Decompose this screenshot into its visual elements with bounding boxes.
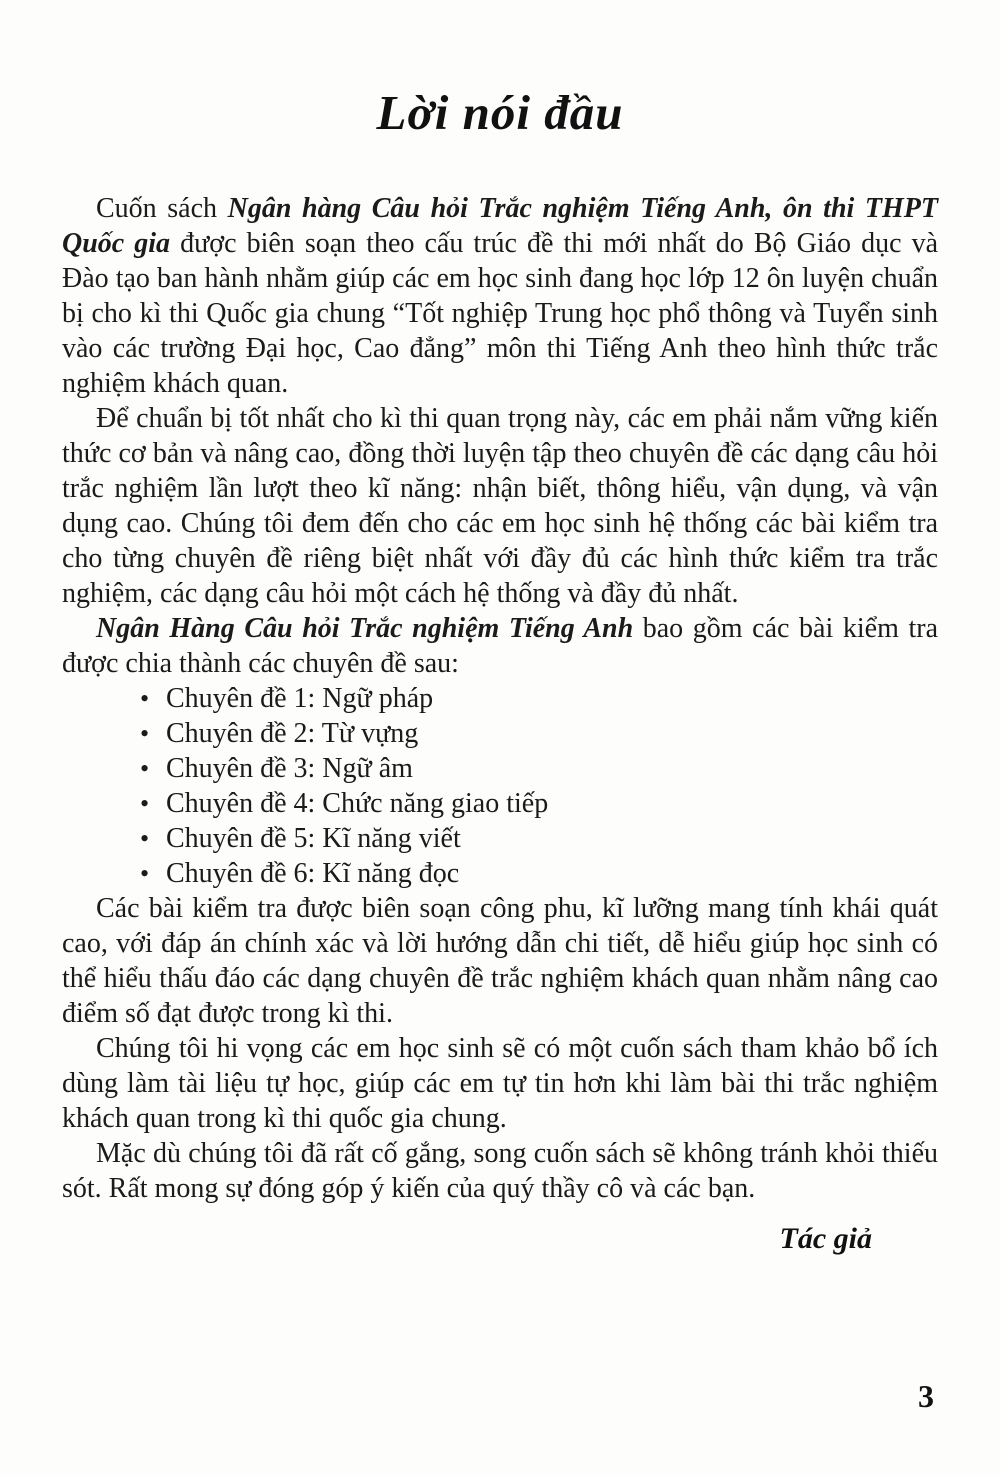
paragraph-1 (62, 191, 938, 401)
paragraph-4 (62, 891, 938, 1031)
list-item-label: Chuyên đề 1: Ngữ pháp (166, 683, 434, 714)
bullet-icon: • (140, 824, 150, 853)
book-title-inline: Ngân Hàng Câu hỏi Trắc nghiệm Tiếng Anh (96, 613, 634, 644)
list-item (140, 716, 938, 751)
list-item-label: Chuyên đề 2: Từ vựng (166, 718, 419, 749)
paragraph-6 (62, 1136, 938, 1206)
paragraph-text: Để chuẩn bị tốt nhất cho kì thi quan trọng này, các em phải nắm vững kiến thức cơ bản và nâng cao, đồng thời luyện tập theo chuyên đề các dạng câu hỏi trắc nghiệm lần lượt theo kĩ năng: nhận biết, thông hiểu, vận dụng, và vận dụng cao. Chúng tôi đem đến cho các em học sinh hệ thống các bài kiểm tra cho từng chuyên đề riêng biệt nhất với đầy đủ các hình thức kiểm tra trắc nghiệm, các dạng câu hỏi một cách hệ thống và đầy đủ nhất. (62, 403, 938, 609)
paragraph-5 (62, 1031, 938, 1136)
list-item (140, 751, 938, 786)
list-item (140, 786, 938, 821)
paragraph-text: Mặc dù chúng tôi đã rất cố gắng, song cuốn sách sẽ không tránh khỏi thiếu sót. Rất mong sự đóng góp ý kiến của quý thầy cô và các bạn. (62, 1138, 938, 1204)
list-item-label: Chuyên đề 6: Kĩ năng đọc (166, 858, 460, 889)
list-item-label: Chuyên đề 3: Ngữ âm (166, 753, 413, 784)
paragraph-text: được biên soạn theo cấu trúc đề thi mới nhất do Bộ Giáo dục và Đào tạo ban hành nhằm giúp các em học sinh đang học lớp 12 ôn luyện chuẩn bị cho kì thi Quốc gia chung “Tốt nghiệp Trung học phổ thông và Tuyển sinh vào các trường Đại học, Cao đẳng” môn thi Tiếng Anh theo hình thức trắc nghiệm khách quan. (62, 228, 938, 399)
preface-body (62, 191, 938, 1206)
list-item (140, 821, 938, 856)
paragraph-text: bao gồm các bài kiểm tra được chia thành các chuyên đề sau: (62, 613, 938, 679)
list-item-label: Chuyên đề 4: Chức năng giao tiếp (166, 788, 549, 819)
list-item (140, 681, 938, 716)
book-title-inline: Ngân hàng Câu hỏi Trắc nghiệm Tiếng Anh, ôn thi THPT Quốc gia (62, 193, 938, 259)
paragraph-text: Chúng tôi hi vọng các em học sinh sẽ có một cuốn sách tham khảo bổ ích dùng làm tài liệu tự học, giúp các em tự tin hơn khi làm bài thi trắc nghiệm khách quan trong kì thi quốc gia chung. (62, 1033, 938, 1134)
list-item-label: Chuyên đề 5: Kĩ năng viết (166, 823, 461, 854)
topics-list (62, 681, 938, 891)
list-item (140, 856, 938, 891)
paragraph-2 (62, 401, 938, 611)
bullet-icon: • (140, 684, 150, 713)
bullet-icon: • (140, 859, 150, 888)
page-number: 3 (918, 1378, 934, 1414)
bullet-icon: • (140, 719, 150, 748)
bullet-icon: • (140, 754, 150, 783)
page-title: Lời nói đầu (376, 85, 624, 140)
author-signature: Tác giả (779, 1222, 872, 1255)
bullet-icon: • (140, 789, 150, 818)
paragraph-3 (62, 611, 938, 681)
paragraph-text: Cuốn sách (96, 193, 228, 224)
paragraph-text: Các bài kiểm tra được biên soạn công phu, kĩ lưỡng mang tính khái quát cao, với đáp án chính xác và lời hướng dẫn chi tiết, dễ hiểu giúp học sinh có thể hiểu thấu đáo các dạng chuyên đề trắc nghiệm khách quan nhằm nâng cao điểm số đạt được trong kì thi. (62, 893, 938, 1029)
